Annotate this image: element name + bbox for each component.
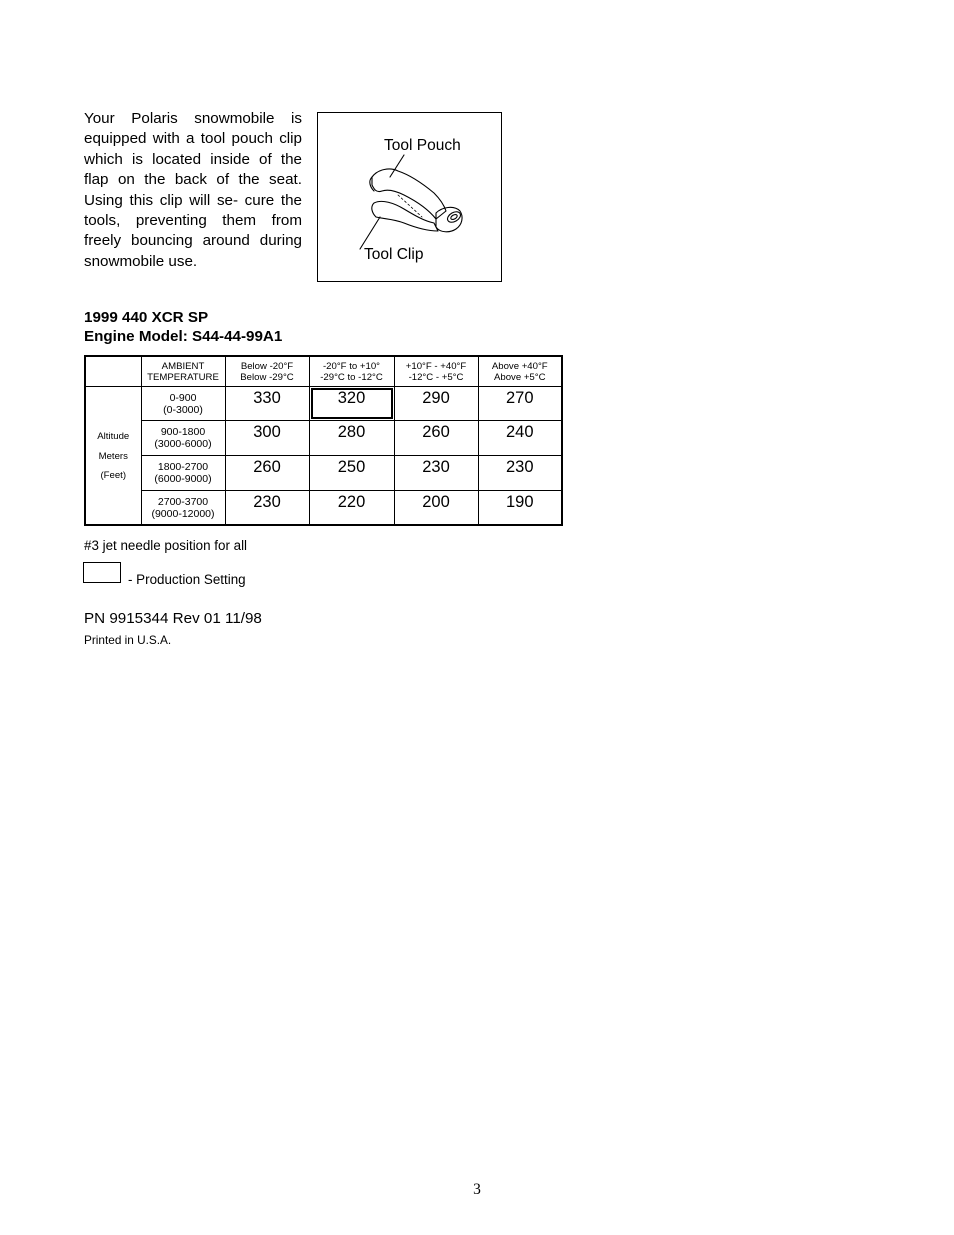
production-setting-cell: 320 <box>309 387 394 421</box>
jet-value-cell: 330 <box>225 387 309 421</box>
engine-model-heading: Engine Model: S44-44-99A1 <box>84 328 283 345</box>
altitude-range-cell: 900-1800 (3000-6000) <box>141 421 225 456</box>
production-setting-marker <box>311 388 393 419</box>
tool-clip-label: Tool Clip <box>364 246 424 263</box>
jet-needle-note: #3 jet needle position for all <box>84 538 248 553</box>
table-row <box>85 491 562 526</box>
jet-value-cell: 290 <box>394 387 478 421</box>
temp-header: Above +40°F Above +5°C <box>478 356 562 387</box>
jet-value-cell: 280 <box>309 421 394 456</box>
table-row <box>85 387 562 421</box>
jet-value-cell: 270 <box>478 387 562 421</box>
printed-in: Printed in U.S.A. <box>84 633 172 647</box>
model-heading: 1999 440 XCR SP <box>84 309 209 326</box>
jet-value-cell: 240 <box>478 421 562 456</box>
table-header-row <box>85 356 562 387</box>
jet-value-cell: 300 <box>225 421 309 456</box>
table-row <box>85 456 562 491</box>
jet-value-cell: 250 <box>309 456 394 491</box>
temp-header: +10°F - +40°F -12°C - +5°C <box>394 356 478 387</box>
jet-value-cell: 230 <box>478 456 562 491</box>
temp-header: Below -20°F Below -29°C <box>225 356 309 387</box>
jet-value-cell: 260 <box>394 421 478 456</box>
jet-value-cell: 230 <box>394 456 478 491</box>
jet-value-cell: 190 <box>478 491 562 526</box>
production-setting-legend-text: - Production Setting <box>128 572 246 587</box>
page-number: 3 <box>473 1181 481 1198</box>
altitude-range-cell: 2700-3700 (9000-12000) <box>141 491 225 526</box>
tool-pouch-label: Tool Pouch <box>384 137 461 154</box>
jet-value-cell: 230 <box>225 491 309 526</box>
temp-header: -20°F to +10° -29°C to -12°C <box>309 356 394 387</box>
tool-pouch-figure <box>317 112 502 282</box>
altitude-label-cell: Altitude Meters (Feet) <box>85 387 141 526</box>
jet-value-cell: 260 <box>225 456 309 491</box>
jet-value-cell: 200 <box>394 491 478 526</box>
header-corner-cell <box>85 356 141 387</box>
jet-value-cell: 220 <box>309 491 394 526</box>
part-number: PN 9915344 Rev 01 11/98 <box>84 610 262 627</box>
main-jet-table <box>84 355 563 526</box>
altitude-range-cell: 1800-2700 (6000-9000) <box>141 456 225 491</box>
table-row <box>85 421 562 456</box>
intro-paragraph: Your Polaris snowmobile is equipped with a tool pouch clip which is located inside of the flap on the back of the seat. Using this clip will se- cure the tools, preventing them from freely bouncing around during snowmobile use. <box>84 110 302 270</box>
ambient-temperature-header: AMBIENT TEMPERATURE <box>141 356 225 387</box>
production-setting-legend-box <box>83 562 121 583</box>
altitude-range-cell: 0-900 (0-3000) <box>141 387 225 421</box>
